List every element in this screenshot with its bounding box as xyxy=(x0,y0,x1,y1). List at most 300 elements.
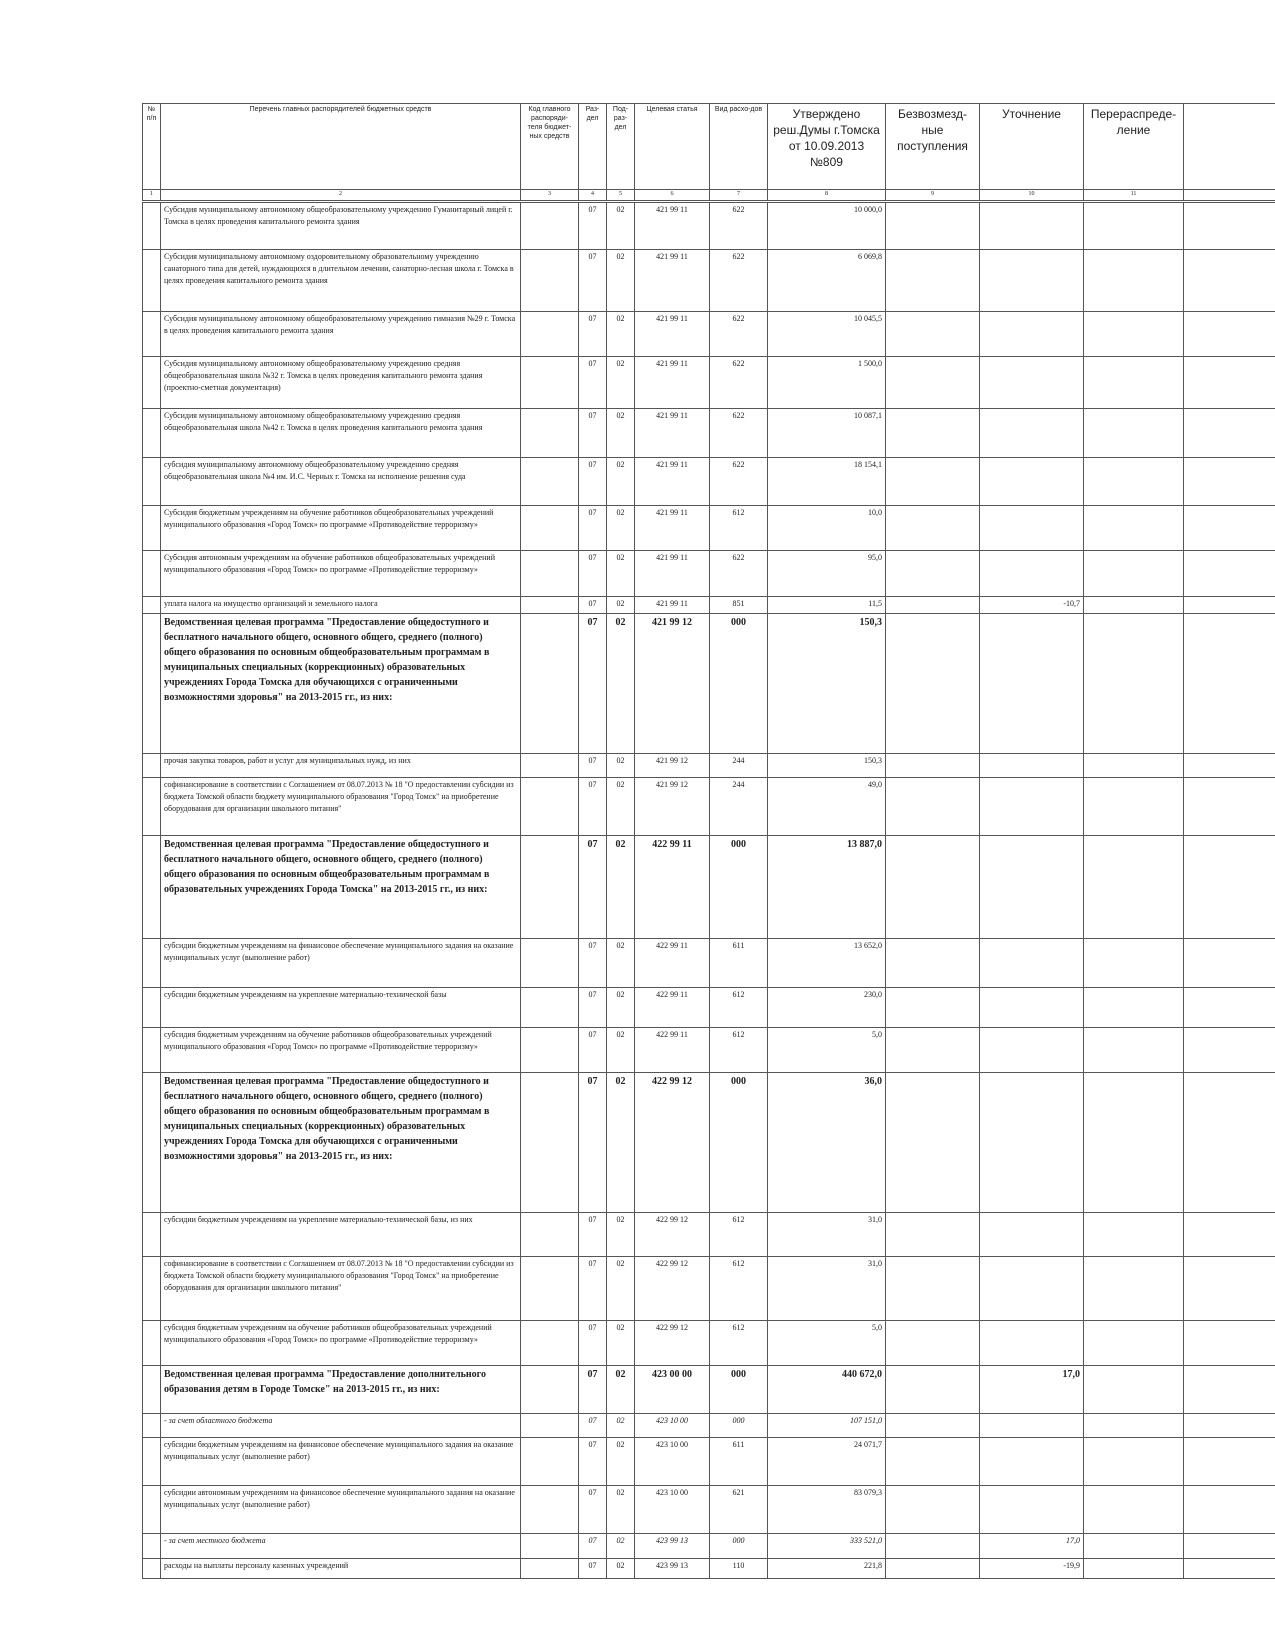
row-razdel: 07 xyxy=(579,1414,607,1438)
row-statya: 423 99 13 xyxy=(635,1534,710,1559)
table-row xyxy=(143,988,1275,1028)
row-cut xyxy=(1184,458,1275,506)
row-vid: 612 xyxy=(710,506,768,551)
row-podrazdel: 02 xyxy=(607,1257,635,1321)
table-row xyxy=(143,1366,1275,1414)
row-vid: 851 xyxy=(710,597,768,614)
row-approved: 221,8 xyxy=(768,1559,886,1579)
row-statya: 421 99 11 xyxy=(635,250,710,312)
row-code xyxy=(521,458,579,506)
row-utochnenie xyxy=(980,506,1084,551)
table-row xyxy=(143,1559,1275,1579)
row-name: Ведомственная целевая программа "Предоставление общедоступного и бесплатного начального общего, основного общего, среднего (полного) общего образования по основным общеобразовательным программам в образовательных учреждениях Города Томска" на 2013-2015 гг., из них: xyxy=(161,836,521,939)
row-code xyxy=(521,614,579,754)
row-grants xyxy=(886,754,980,778)
row-razdel: 07 xyxy=(579,1073,607,1213)
row-code xyxy=(521,551,579,597)
row-razdel: 07 xyxy=(579,1257,607,1321)
row-utochnenie xyxy=(980,458,1084,506)
row-name: - за счет местного бюджета xyxy=(161,1534,521,1559)
table-row xyxy=(143,597,1275,614)
colnum-cut xyxy=(1184,190,1275,202)
row-statya: 421 99 11 xyxy=(635,458,710,506)
row-code xyxy=(521,312,579,357)
row-podrazdel: 02 xyxy=(607,988,635,1028)
row-razdel: 07 xyxy=(579,1213,607,1257)
row-razdel: 07 xyxy=(579,1366,607,1414)
row-razdel: 07 xyxy=(579,939,607,988)
row-approved: 10 045,5 xyxy=(768,312,886,357)
row-name: расходы на выплаты персоналу казенных учреждений xyxy=(161,1559,521,1579)
table-row xyxy=(143,939,1275,988)
row-approved: 333 521,0 xyxy=(768,1534,886,1559)
row-grants xyxy=(886,1257,980,1321)
row-vid: 612 xyxy=(710,1213,768,1257)
row-number xyxy=(143,312,161,357)
colnum-7: 7 xyxy=(710,190,768,202)
header-cut-column xyxy=(1184,104,1275,190)
row-code xyxy=(521,357,579,409)
table-row xyxy=(143,1414,1275,1438)
row-pereraspr xyxy=(1084,1073,1184,1213)
row-name: уплата налога на имущество организаций и земельного налога xyxy=(161,597,521,614)
row-pereraspr xyxy=(1084,458,1184,506)
row-vid: 612 xyxy=(710,988,768,1028)
row-pereraspr xyxy=(1084,551,1184,597)
row-razdel: 07 xyxy=(579,312,607,357)
row-statya: 421 99 11 xyxy=(635,551,710,597)
row-podrazdel: 02 xyxy=(607,409,635,458)
row-cut xyxy=(1184,778,1275,836)
row-number xyxy=(143,778,161,836)
row-pereraspr xyxy=(1084,1366,1184,1414)
row-number xyxy=(143,1486,161,1534)
row-approved: 150,3 xyxy=(768,614,886,754)
row-utochnenie xyxy=(980,202,1084,250)
row-cut xyxy=(1184,597,1275,614)
table-row xyxy=(143,1028,1275,1073)
row-statya: 421 99 12 xyxy=(635,754,710,778)
row-utochnenie xyxy=(980,1414,1084,1438)
row-grants xyxy=(886,1534,980,1559)
header-podrazdel: Под-раз-дел xyxy=(607,104,635,190)
row-pereraspr xyxy=(1084,506,1184,551)
row-code xyxy=(521,988,579,1028)
row-name: Ведомственная целевая программа "Предоставление общедоступного и бесплатного начального общего, основного общего, среднего (полного) общего образования по основным общеобразовательным программам в муниципальных специальных (коррекционных) образовательных учреждениях Города Томска для обучающихся с ограниченными возможностями здоровья" на 2013-2015 гг., из них: xyxy=(161,614,521,754)
row-podrazdel: 02 xyxy=(607,1366,635,1414)
row-utochnenie xyxy=(980,357,1084,409)
row-podrazdel: 02 xyxy=(607,1559,635,1579)
colnum-3: 3 xyxy=(521,190,579,202)
row-vid: 000 xyxy=(710,836,768,939)
header-vid: Вид расхо-дов xyxy=(710,104,768,190)
row-cut xyxy=(1184,409,1275,458)
row-approved: 10 000,0 xyxy=(768,202,886,250)
row-grants xyxy=(886,250,980,312)
row-utochnenie xyxy=(980,312,1084,357)
row-cut xyxy=(1184,506,1275,551)
row-grants xyxy=(886,597,980,614)
row-vid: 000 xyxy=(710,1534,768,1559)
row-utochnenie xyxy=(980,1321,1084,1366)
colnum-2: 2 xyxy=(161,190,521,202)
row-statya: 422 99 11 xyxy=(635,939,710,988)
row-statya: 421 99 11 xyxy=(635,409,710,458)
row-cut xyxy=(1184,1414,1275,1438)
row-utochnenie: 17,0 xyxy=(980,1534,1084,1559)
row-number xyxy=(143,458,161,506)
table-row xyxy=(143,1073,1275,1213)
table-row xyxy=(143,778,1275,836)
row-code xyxy=(521,597,579,614)
row-name: субсидии бюджетным учреждениям на укрепление материально-технической базы xyxy=(161,988,521,1028)
row-grants xyxy=(886,506,980,551)
row-pereraspr xyxy=(1084,1213,1184,1257)
row-podrazdel: 02 xyxy=(607,1534,635,1559)
colnum-4: 4 xyxy=(579,190,607,202)
table-row xyxy=(143,551,1275,597)
row-name: прочая закупка товаров, работ и услуг для муниципальных нужд, из них xyxy=(161,754,521,778)
row-pereraspr xyxy=(1084,312,1184,357)
header-code: Код главного распоряди-теля бюджет-ных средств xyxy=(521,104,579,190)
row-name: Ведомственная целевая программа "Предоставление дополнительного образования детям в Городе Томске" на 2013-2015 гг., из них: xyxy=(161,1366,521,1414)
row-pereraspr xyxy=(1084,597,1184,614)
row-approved: 230,0 xyxy=(768,988,886,1028)
row-vid: 622 xyxy=(710,551,768,597)
row-pereraspr xyxy=(1084,836,1184,939)
row-razdel: 07 xyxy=(579,458,607,506)
row-cut xyxy=(1184,357,1275,409)
colnum-1: 1 xyxy=(143,190,161,202)
row-number xyxy=(143,202,161,250)
row-pereraspr xyxy=(1084,1321,1184,1366)
row-vid: 622 xyxy=(710,202,768,250)
table-row xyxy=(143,836,1275,939)
row-vid: 612 xyxy=(710,1028,768,1073)
row-name: Субсидия бюджетным учреждениям на обучение работников общеобразовательных учреждений муниципального образования «Город Томск» по программе «Противодействие терроризму» xyxy=(161,506,521,551)
row-approved: 13 887,0 xyxy=(768,836,886,939)
row-grants xyxy=(886,551,980,597)
row-approved: 18 154,1 xyxy=(768,458,886,506)
row-pereraspr xyxy=(1084,1257,1184,1321)
colnum-10: 10 xyxy=(980,190,1084,202)
row-pereraspr xyxy=(1084,1028,1184,1073)
row-grants xyxy=(886,836,980,939)
row-vid: 611 xyxy=(710,1438,768,1486)
row-approved: 83 079,3 xyxy=(768,1486,886,1534)
row-number xyxy=(143,939,161,988)
row-code xyxy=(521,778,579,836)
table-row xyxy=(143,1486,1275,1534)
row-podrazdel: 02 xyxy=(607,1486,635,1534)
row-podrazdel: 02 xyxy=(607,836,635,939)
row-approved: 31,0 xyxy=(768,1213,886,1257)
header-statya: Целевая статья xyxy=(635,104,710,190)
row-statya: 423 10 00 xyxy=(635,1486,710,1534)
row-statya: 422 99 12 xyxy=(635,1257,710,1321)
row-utochnenie xyxy=(980,409,1084,458)
row-number xyxy=(143,754,161,778)
row-podrazdel: 02 xyxy=(607,202,635,250)
row-pereraspr xyxy=(1084,1486,1184,1534)
row-pereraspr xyxy=(1084,988,1184,1028)
row-statya: 423 10 00 xyxy=(635,1414,710,1438)
row-name: Субсидия муниципальному автономному общеобразовательному учреждению гимназия №29 г. Томска в целях проведения капитального ремонта здания xyxy=(161,312,521,357)
row-approved: 107 151,0 xyxy=(768,1414,886,1438)
header-razdel: Раз-дел xyxy=(579,104,607,190)
row-statya: 421 99 11 xyxy=(635,202,710,250)
header-name: Перечень главных распорядителей бюджетных средств xyxy=(161,104,521,190)
row-name: Ведомственная целевая программа "Предоставление общедоступного и бесплатного начального общего, основного общего, среднего (полного) общего образования по основным общеобразовательным программам в муниципальных специальных (коррекционных) образовательных учреждениях Города Томска для обучающихся с ограниченными возможностями здоровья" на 2013-2015 гг., из них: xyxy=(161,1073,521,1213)
header-pereraspr: Перераспреде-ление xyxy=(1084,104,1184,190)
row-podrazdel: 02 xyxy=(607,1073,635,1213)
row-statya: 422 99 12 xyxy=(635,1321,710,1366)
row-name: субсидии бюджетным учреждениям на финансовое обеспечение муниципального задания на оказание муниципальных услуг (выполнение работ) xyxy=(161,1438,521,1486)
row-name: Субсидия муниципальному автономному общеобразовательному учреждению Гуманитарный лицей г. Томска в целях проведения капитального ремонта здания xyxy=(161,202,521,250)
row-podrazdel: 02 xyxy=(607,1213,635,1257)
row-approved: 5,0 xyxy=(768,1321,886,1366)
row-approved: 10,0 xyxy=(768,506,886,551)
header-row xyxy=(143,104,1275,190)
row-code xyxy=(521,1213,579,1257)
header-approved: Утверждено реш.Думы г.Томска от 10.09.2013 №809 xyxy=(768,104,886,190)
row-podrazdel: 02 xyxy=(607,357,635,409)
row-approved: 6 069,8 xyxy=(768,250,886,312)
header-utochnenie: Уточнение xyxy=(980,104,1084,190)
row-name: Субсидия муниципальному автономному общеобразовательному учреждению средняя общеобразовательная школа №32 г. Томска в целях проведения капитального ремонта здания (проектно-сметная документация) xyxy=(161,357,521,409)
row-podrazdel: 02 xyxy=(607,1028,635,1073)
table-row xyxy=(143,357,1275,409)
row-podrazdel: 02 xyxy=(607,458,635,506)
row-grants xyxy=(886,614,980,754)
row-razdel: 07 xyxy=(579,1321,607,1366)
row-utochnenie: -10,7 xyxy=(980,597,1084,614)
row-grants xyxy=(886,458,980,506)
row-number xyxy=(143,597,161,614)
row-utochnenie xyxy=(980,1028,1084,1073)
row-statya: 422 99 11 xyxy=(635,988,710,1028)
row-approved: 440 672,0 xyxy=(768,1366,886,1414)
row-cut xyxy=(1184,1073,1275,1213)
row-number xyxy=(143,1073,161,1213)
row-razdel: 07 xyxy=(579,614,607,754)
row-name: субсидии бюджетным учреждениям на финансовое обеспечение муниципального задания на оказание муниципальных услуг (выполнение работ) xyxy=(161,939,521,988)
row-approved: 5,0 xyxy=(768,1028,886,1073)
row-vid: 622 xyxy=(710,409,768,458)
row-code xyxy=(521,1414,579,1438)
row-statya: 422 99 12 xyxy=(635,1073,710,1213)
row-podrazdel: 02 xyxy=(607,939,635,988)
table-row xyxy=(143,312,1275,357)
row-grants xyxy=(886,1213,980,1257)
row-name: Субсидия автономным учреждениям на обучение работников общеобразовательных учреждений муниципального образования «Город Томск» по программе «Противодействие терроризму» xyxy=(161,551,521,597)
row-razdel: 07 xyxy=(579,250,607,312)
row-name: субсидии бюджетным учреждениям на укрепление материально-технической базы, из них xyxy=(161,1213,521,1257)
row-code xyxy=(521,1028,579,1073)
row-pereraspr xyxy=(1084,250,1184,312)
row-code xyxy=(521,939,579,988)
row-cut xyxy=(1184,836,1275,939)
row-code xyxy=(521,1534,579,1559)
row-cut xyxy=(1184,939,1275,988)
row-grants xyxy=(886,357,980,409)
row-razdel: 07 xyxy=(579,1028,607,1073)
row-utochnenie xyxy=(980,988,1084,1028)
row-pereraspr xyxy=(1084,202,1184,250)
row-code xyxy=(521,250,579,312)
row-cut xyxy=(1184,1534,1275,1559)
row-vid: 622 xyxy=(710,357,768,409)
row-approved: 11,5 xyxy=(768,597,886,614)
row-utochnenie xyxy=(980,1486,1084,1534)
row-number xyxy=(143,409,161,458)
column-number-row xyxy=(143,190,1275,202)
table-row xyxy=(143,1257,1275,1321)
row-grants xyxy=(886,1414,980,1438)
row-name: субсидия бюджетным учреждениям на обучение работников общеобразовательных учреждений муниципального образования «Город Томск» по программе «Противодействие терроризму» xyxy=(161,1028,521,1073)
colnum-8: 8 xyxy=(768,190,886,202)
row-pereraspr xyxy=(1084,1414,1184,1438)
row-utochnenie xyxy=(980,551,1084,597)
row-grants xyxy=(886,1073,980,1213)
table-row xyxy=(143,754,1275,778)
row-grants xyxy=(886,1438,980,1486)
row-utochnenie xyxy=(980,1438,1084,1486)
row-razdel: 07 xyxy=(579,778,607,836)
row-vid: 244 xyxy=(710,754,768,778)
row-utochnenie xyxy=(980,754,1084,778)
row-name: софинансирование в соответствии с Соглашением от 08.07.2013 № 18 "О предоставлении субсидии из бюджета Томской области бюджету муниципального образования "Город Томск" на приобретение оборудования для организации школьного питания" xyxy=(161,778,521,836)
row-code xyxy=(521,1438,579,1486)
table-row xyxy=(143,1213,1275,1257)
row-utochnenie xyxy=(980,614,1084,754)
row-vid: 000 xyxy=(710,1366,768,1414)
row-approved: 49,0 xyxy=(768,778,886,836)
row-statya: 422 99 11 xyxy=(635,1028,710,1073)
row-grants xyxy=(886,778,980,836)
table-row xyxy=(143,506,1275,551)
row-cut xyxy=(1184,988,1275,1028)
row-pereraspr xyxy=(1084,614,1184,754)
row-approved: 95,0 xyxy=(768,551,886,597)
row-statya: 423 99 13 xyxy=(635,1559,710,1579)
row-vid: 611 xyxy=(710,939,768,988)
row-cut xyxy=(1184,551,1275,597)
row-name: субсидия бюджетным учреждениям на обучение работников общеобразовательных учреждений муниципального образования «Город Томск» по программе «Противодействие терроризму» xyxy=(161,1321,521,1366)
table-row xyxy=(143,1534,1275,1559)
row-utochnenie xyxy=(980,939,1084,988)
row-code xyxy=(521,409,579,458)
row-razdel: 07 xyxy=(579,1486,607,1534)
row-number xyxy=(143,1534,161,1559)
row-pereraspr xyxy=(1084,754,1184,778)
row-statya: 423 00 00 xyxy=(635,1366,710,1414)
row-utochnenie xyxy=(980,778,1084,836)
row-cut xyxy=(1184,1486,1275,1534)
row-razdel: 07 xyxy=(579,1438,607,1486)
row-statya: 421 99 12 xyxy=(635,778,710,836)
row-cut xyxy=(1184,1213,1275,1257)
row-number xyxy=(143,1257,161,1321)
row-statya: 423 10 00 xyxy=(635,1438,710,1486)
row-code xyxy=(521,754,579,778)
row-grants xyxy=(886,1366,980,1414)
row-utochnenie xyxy=(980,1257,1084,1321)
row-razdel: 07 xyxy=(579,506,607,551)
row-name: Субсидия муниципальному автономному оздоровительному образовательному учреждению санаторного типа для детей, нуждающихся в длительном лечении, санаторно-лесная школа г. Томска в целях проведения капитального ремонта здания xyxy=(161,250,521,312)
row-podrazdel: 02 xyxy=(607,551,635,597)
row-code xyxy=(521,1559,579,1579)
row-approved: 150,3 xyxy=(768,754,886,778)
row-grants xyxy=(886,1486,980,1534)
row-code xyxy=(521,1257,579,1321)
row-code xyxy=(521,836,579,939)
row-razdel: 07 xyxy=(579,357,607,409)
row-name: Субсидия муниципальному автономному общеобразовательному учреждению средняя общеобразовательная школа №42 г. Томска в целях проведения капитального ремонта здания xyxy=(161,409,521,458)
row-podrazdel: 02 xyxy=(607,614,635,754)
row-podrazdel: 02 xyxy=(607,597,635,614)
row-grants xyxy=(886,939,980,988)
row-vid: 000 xyxy=(710,1414,768,1438)
row-number xyxy=(143,1559,161,1579)
table-row xyxy=(143,202,1275,250)
row-pereraspr xyxy=(1084,778,1184,836)
row-number xyxy=(143,250,161,312)
row-utochnenie: -19,9 xyxy=(980,1559,1084,1579)
row-number xyxy=(143,1438,161,1486)
row-approved: 1 500,0 xyxy=(768,357,886,409)
row-vid: 000 xyxy=(710,614,768,754)
row-podrazdel: 02 xyxy=(607,312,635,357)
row-approved: 24 071,7 xyxy=(768,1438,886,1486)
row-grants xyxy=(886,988,980,1028)
row-vid: 110 xyxy=(710,1559,768,1579)
row-grants xyxy=(886,1028,980,1073)
row-vid: 622 xyxy=(710,312,768,357)
row-cut xyxy=(1184,614,1275,754)
row-number xyxy=(143,988,161,1028)
table-row xyxy=(143,409,1275,458)
row-code xyxy=(521,1486,579,1534)
row-grants xyxy=(886,409,980,458)
row-razdel: 07 xyxy=(579,988,607,1028)
row-code xyxy=(521,1073,579,1213)
row-number xyxy=(143,1414,161,1438)
row-utochnenie: 17,0 xyxy=(980,1366,1084,1414)
row-cut xyxy=(1184,1257,1275,1321)
row-podrazdel: 02 xyxy=(607,1438,635,1486)
row-pereraspr xyxy=(1084,1559,1184,1579)
table-row xyxy=(143,614,1275,754)
row-statya: 421 99 11 xyxy=(635,506,710,551)
row-podrazdel: 02 xyxy=(607,1414,635,1438)
table-row xyxy=(143,1321,1275,1366)
row-podrazdel: 02 xyxy=(607,1321,635,1366)
row-cut xyxy=(1184,1028,1275,1073)
row-name: софинансирование в соответствии с Соглашением от 08.07.2013 № 18 "О предоставлении субсидии из бюджета Томской области бюджету муниципального образования "Город Томск" на приобретение оборудования для организации школьного питания" xyxy=(161,1257,521,1321)
row-razdel: 07 xyxy=(579,597,607,614)
row-cut xyxy=(1184,1438,1275,1486)
row-vid: 622 xyxy=(710,250,768,312)
colnum-9: 9 xyxy=(886,190,980,202)
row-code xyxy=(521,202,579,250)
row-razdel: 07 xyxy=(579,836,607,939)
row-utochnenie xyxy=(980,1073,1084,1213)
row-pereraspr xyxy=(1084,409,1184,458)
row-number xyxy=(143,1028,161,1073)
row-statya: 421 99 11 xyxy=(635,357,710,409)
row-cut xyxy=(1184,1366,1275,1414)
